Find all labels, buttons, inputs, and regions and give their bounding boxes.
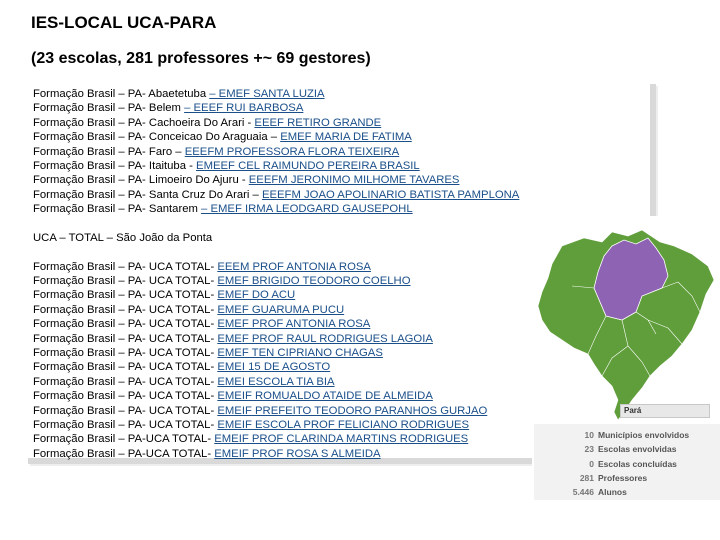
school-link[interactable]: EMEI 15 DE AGOSTO [217,361,331,374]
stat-professores: 281 Professores [579,473,648,483]
list-item: Formação Brasil – PA- UCA TOTAL- EMEF BRIGIDO TEODORO COELHO [33,275,411,288]
list-item: Formação Brasil – PA- UCA TOTAL- EMEF GUARUMA PUCU [33,303,345,316]
list-item: Formação Brasil – PA- Belem – EEEF RUI BARBOSA [33,102,304,115]
stat-escolas-envolvidas: 23 Escolas envolvidas [584,444,677,454]
school-link[interactable]: EMEIF ESCOLA PROF FELICIANO RODRIGUES [217,418,470,431]
school-link[interactable]: – EMEF IRMA LEODGARD GAUSEPOHL [201,203,413,216]
school-link[interactable]: EMEEF CEL RAIMUNDO PEREIRA BRASIL [196,159,420,172]
uca-heading: UCA – TOTAL – São João da Ponta [33,231,213,244]
school-link[interactable]: EEEF RETIRO GRANDE [254,116,382,129]
list-item: Formação Brasil – PA- Abaetetuba – EMEF SANTA LUZIA [33,88,325,100]
school-link[interactable]: EEEFM JERONIMO MILHOME TAVARES [248,174,460,187]
list-item: Formação Brasil – PA- UCA TOTAL- EMEF TEN CIPRIANO CHAGAS [33,347,383,360]
school-link[interactable]: EEEFM PROFESSORA FLORA TEIXEIRA [184,145,400,158]
list-item: Formação Brasil – PA- UCA TOTAL- EMEIF ROMUALDO ATAIDE DE ALMEIDA [33,390,433,403]
school-link[interactable]: EMEF BRIGIDO TEODORO COELHO [217,275,411,288]
school-link[interactable]: EEEFM JOAO APOLINARIO BATISTA PAMPLONA [261,188,520,201]
school-link[interactable]: EMEF PROF RAUL RODRIGUES LAGOIA [217,332,433,345]
list-item: Formação Brasil – PA- Conceicao Do Araguaia – EMEF MARIA DE FATIMA [33,131,412,144]
list-item: Formação Brasil – PA- Santarem – EMEF IRMA LEODGARD GAUSEPOHL [33,203,413,216]
brazil-map [532,216,720,426]
list-item: Formação Brasil – PA-UCA TOTAL- EMEIF PROF ROSA S ALMEIDA [33,447,381,460]
school-link[interactable]: EMEF PROF ANTONIA ROSA [217,318,371,331]
stat-escolas-concluidas: 0 Escolas concluídas [589,459,677,469]
list-item: Formação Brasil – PA- UCA TOTAL- EMEIF PREFEITO TEODORO PARANHOS GURJAO [33,404,488,417]
school-link[interactable]: EMEIF PROF CLARINDA MARTINS RODRIGUES [214,433,469,446]
school-link[interactable]: EMEF MARIA DE FATIMA [280,131,412,144]
list-item: Formação Brasil – PA- Itaituba - EMEEF CEL RAIMUNDO PEREIRA BRASIL [33,159,420,172]
stat-alunos: 5.446 Alunos [572,487,627,497]
list-item: Formação Brasil – PA- Cachoeira Do Arari - EEEF RETIRO GRANDE [33,116,382,129]
list-item: Formação Brasil – PA- UCA TOTAL- EEEM PROF ANTONIA ROSA [33,260,371,273]
school-link[interactable]: – EMEF SANTA LUZIA [209,88,325,100]
list-item: Formação Brasil – PA- UCA TOTAL- EMEF PROF ANTONIA ROSA [33,318,371,331]
list-item: Formação Brasil – PA- UCA TOTAL- EMEI 15 DE AGOSTO [33,361,331,374]
list-item: Formação Brasil – PA- Limoeiro Do Ajuru - EEEFM JERONIMO MILHOME TAVARES [33,174,460,187]
school-link[interactable]: EMEF DO ACU [217,289,296,302]
school-link[interactable]: EMEF GUARUMA PUCU [217,303,345,316]
list-item: Formação Brasil – PA-UCA TOTAL- EMEIF PROF CLARINDA MARTINS RODRIGUES [33,433,469,446]
spacer [33,217,519,231]
list-item: Formação Brasil – PA- Santa Cruz Do Arari – EEEFM JOAO APOLINARIO BATISTA PAMPLONA [33,188,520,201]
list-item: Formação Brasil – PA- UCA TOTAL- EMEI ESCOLA TIA BIA [33,375,335,388]
brazil-map-widget [532,216,720,502]
page-title: IES-LOCAL UCA-PARA [31,13,217,32]
stat-municipios: 10 Municípios envolvidos [584,430,690,440]
school-link[interactable]: EMEIF PREFEITO TEODORO PARANHOS GURJAO [217,404,488,417]
stats-panel [534,424,720,500]
school-link[interactable]: EMEI ESCOLA TIA BIA [217,375,335,388]
school-link[interactable]: – EEEF RUI BARBOSA [184,102,304,115]
schools-list [33,87,519,461]
list-item: Formação Brasil – PA- UCA TOTAL- EMEF PROF RAUL RODRIGUES LAGOIA [33,332,433,345]
state-label: Pará [620,404,710,418]
page-subtitle: (23 escolas, 281 professores +~ 69 gestores) [31,50,371,67]
list-item: Formação Brasil – PA- UCA TOTAL- EMEIF ESCOLA PROF FELICIANO RODRIGUES [33,418,470,431]
school-link[interactable]: EMEIF ROMUALDO ATAIDE DE ALMEIDA [217,390,433,403]
school-link[interactable]: EMEF TEN CIPRIANO CHAGAS [217,347,383,360]
school-link[interactable]: EEEM PROF ANTONIA ROSA [217,260,371,273]
list-item: Formação Brasil – PA- Faro – EEEFM PROFESSORA FLORA TEIXEIRA [33,145,400,158]
school-link[interactable]: EMEIF PROF ROSA S ALMEIDA [214,447,381,460]
list-item: Formação Brasil – PA- UCA TOTAL- EMEF DO ACU [33,289,296,302]
